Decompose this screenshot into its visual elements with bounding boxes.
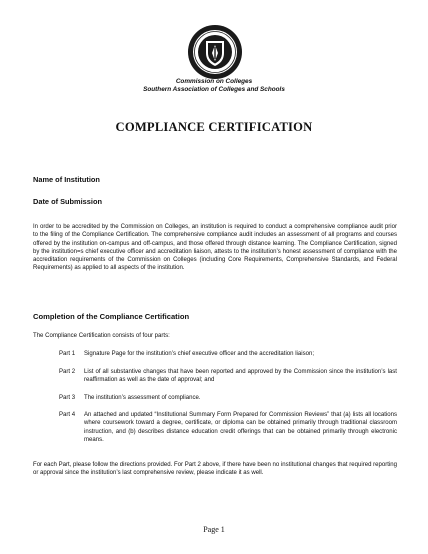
part-item-3 bbox=[59, 394, 397, 402]
part-item-1 bbox=[59, 350, 397, 358]
part-text: An attached and updated “Institutional Summary Form Prepared for Commission Reviews” that (a) lists all locations where coursework toward a degree, certificate, or diploma can be obtained primarily through traditional classroom instruction, and (b) describes distance education credit offerings that can be obtained primarily through electronic means. bbox=[84, 412, 397, 443]
part-label: Part 1 bbox=[59, 351, 76, 357]
completion-lead: The Compliance Certification consists of four parts: bbox=[33, 333, 170, 339]
part-label: Part 4 bbox=[59, 412, 76, 418]
document-title: COMPLIANCE CERTIFICATION bbox=[115, 120, 313, 134]
part-label: Part 2 bbox=[59, 369, 76, 375]
page-number: Page 1 bbox=[203, 525, 225, 534]
completion-heading: Completion of the Compliance Certification bbox=[33, 312, 190, 321]
intro-paragraph: In order to be accredited by the Commission on Colleges, an institution is required to conduct a comprehensive compliance audit prior to the filing of the Compliance Certification. The comprehensive compliance audit includes an assessment of all programs and courses offered by the institution on-campus and off-campus, and those offered through distance learning. The Compliance Certification, signed by the institution=s chief executive officer and accreditation liaison, attests to the institution’s honest assessment of compliance with the accreditation requirements of the Commission on Colleges (including Core Requirements, Comprehensive Standards, and Federal Requirements) as applied to all aspects of the institution. bbox=[33, 224, 397, 272]
part-item-4 bbox=[59, 411, 397, 444]
part-label: Part 3 bbox=[59, 395, 76, 401]
association-name: Southern Association of Colleges and Schools bbox=[143, 86, 285, 94]
part-text: List of all substantive changes that have been reported and approved by the Commission since the institution’s last reaffirmation as well as the date of approval; and bbox=[84, 369, 397, 384]
part-text: The institution’s assessment of compliance. bbox=[84, 395, 201, 401]
sacs-seal-icon bbox=[187, 24, 243, 80]
submission-date-label: Date of Submission bbox=[33, 197, 102, 206]
part-text: Signature Page for the institution’s chief executive officer and the accreditation liaison; bbox=[84, 351, 315, 357]
part-item-2 bbox=[59, 368, 397, 385]
institution-name-label: Name of Institution bbox=[33, 175, 100, 184]
commission-name: Commission on Colleges bbox=[175, 78, 253, 85]
organization-header bbox=[0, 78, 428, 95]
closing-paragraph: For each Part, please follow the directions provided. For Part 2 above, if there have been no institutional changes that required reporting or approval since the institution’s last comprehensive review, please indicate it as well. bbox=[33, 462, 397, 477]
